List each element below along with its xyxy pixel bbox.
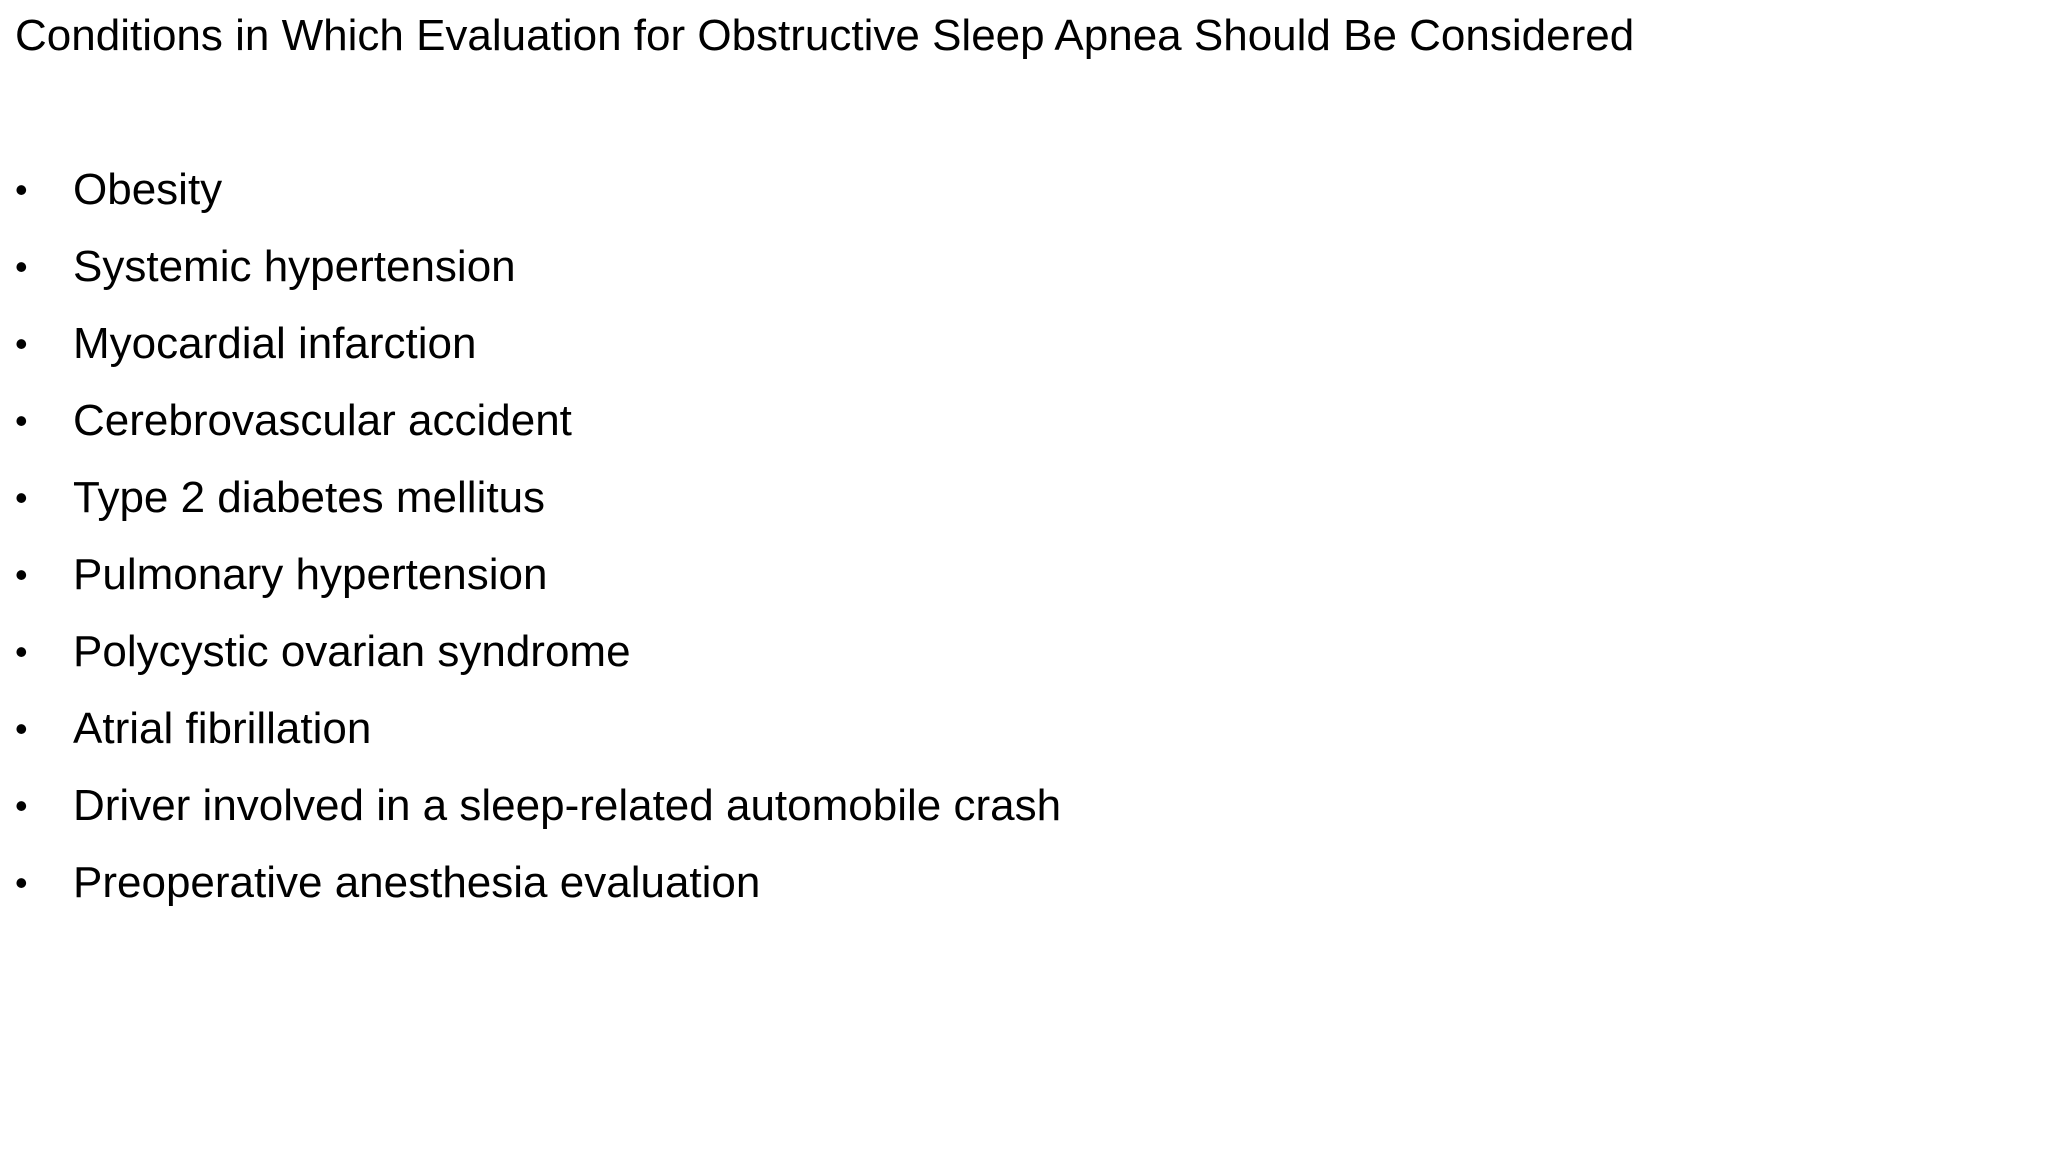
list-item-text: Systemic hypertension [73, 242, 516, 291]
list-item-text: Pulmonary hypertension [73, 550, 548, 599]
list-item [15, 697, 1061, 774]
bullet-icon: • [15, 169, 28, 210]
list-item-text: Atrial fibrillation [73, 704, 372, 753]
list-item [15, 312, 1061, 389]
bullet-icon: • [15, 785, 28, 826]
list-item-text: Driver involved in a sleep-related automobile crash [73, 781, 1062, 830]
bullet-icon: • [15, 323, 28, 364]
list-item-text: Obesity [73, 165, 223, 214]
list-item [15, 389, 1061, 466]
list-item-text: Polycystic ovarian syndrome [73, 627, 631, 676]
list-item-text: Cerebrovascular accident [73, 396, 572, 445]
conditions-list [15, 158, 1061, 928]
list-item-text: Myocardial infarction [73, 319, 477, 368]
list-item [15, 851, 1061, 928]
list-item [15, 620, 1061, 697]
list-item [15, 158, 1061, 235]
list-item-text: Preoperative anesthesia evaluation [73, 858, 761, 907]
bullet-icon: • [15, 400, 28, 441]
bullet-icon: • [15, 554, 28, 595]
list-item [15, 235, 1061, 312]
list-item [15, 466, 1061, 543]
slide-title: Conditions in Which Evaluation for Obstructive Sleep Apnea Should Be Considered [15, 11, 1635, 60]
list-item [15, 543, 1061, 620]
bullet-icon: • [15, 477, 28, 518]
list-item [15, 774, 1061, 851]
bullet-icon: • [15, 862, 28, 903]
bullet-icon: • [15, 631, 28, 672]
bullet-icon: • [15, 708, 28, 749]
bullet-icon: • [15, 246, 28, 287]
list-item-text: Type 2 diabetes mellitus [73, 473, 546, 522]
